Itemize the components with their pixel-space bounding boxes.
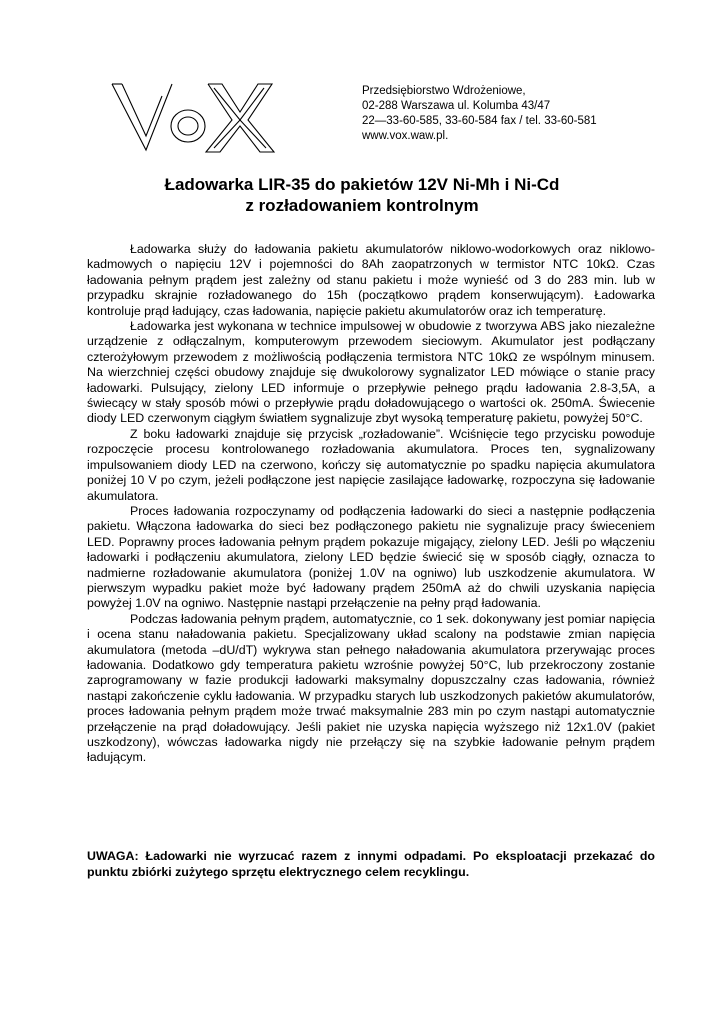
company-phone: 22—33-60-585, 33-60-584 fax / tel. 33-60-581 xyxy=(362,115,597,127)
company-name: Przedsiębiorstwo Wdrożeniowe, xyxy=(362,85,526,97)
paragraph-full-charge: Podczas ładowania pełnym prądem, automatycznie, co 1 sek. dokonywany jest pomiar napięcia i ocena stanu naładowania pakietu. Specjalizowany układ scalony na podstawie zmian napięcia akumulatora (metoda –dU/dT) wykrywa stan pełnego naładowania akumulatora przerywając proces ładowania. Dodatkowo gdy temperatura pakietu wzrośnie powyżej 50°C, lub przekroczony zostanie zaprogramowany w fazie produkcji ładowarki maksymalny dopuszczalny czas ładowania, również nastąpi zakończenie cyklu ładowania. W przypadku starych lub uszkodzonych pakietów akumulatorów, proces ładowania pełnym prądem może trwać maksymalnie 283 min po czym nastąpi automatycznie przełączenie na prąd doładowujący. Jeśli pakiet nie uzyska napięcia wyższego niż 12x1.0V (pakiet uszkodzony), wówczas ładowarka nigdy nie przełączy się na szybkie ładowanie pełnym prądem ładującym. xyxy=(87,611,655,765)
paragraph-intro: Ładowarka służy do ładowania pakietu akumulatorów niklowo-wodorkowych oraz niklowo-kadmowych o napięciu 12V i pojemności do 8Ah zaopatrzonych w termistor NTC 10kΩ. Czas ładowania pełnym prądem jest zależny od stanu pakietu i może wynieść od 3 do 283 min. lub w przypadku skrajnie rozładowanego do 15h (początkowo prądem konserwującym). Ładowarka kontroluje prąd ładujący, czas ładowania, napięcie pakietu akumulatorów oraz ich temperaturę. xyxy=(87,242,655,318)
company-street: 02-288 Warszawa ul. Kolumba 43/47 xyxy=(362,100,551,112)
company-address xyxy=(362,84,597,144)
document-title xyxy=(0,174,724,216)
company-website: www.vox.waw.pl. xyxy=(362,130,449,142)
document-body xyxy=(87,242,655,766)
paragraph-discharge-button: Z boku ładowarki znajduje się przycisk „rozładowanie”. Wciśnięcie tego przycisku powoduje rozpoczęcie procesu kontrolowanego rozładowania akumulatora. Proces ten, sygnalizowany impulsowaniem diody LED na czerwono, kończy się automatycznie po spadku napięcia akumulatora poniżej 10 V po czym, jeżeli podłączone jest napięcie zasilające ładowarkę, rozpoczyna się ładowanie akumulatora. xyxy=(87,426,655,503)
disposal-warning: UWAGA: Ładowarki nie wyrzucać razem z innymi odpadami. Po eksploatacji przekazać do punktu zbiórki zużytego sprzętu elektrycznego celem recyklingu. xyxy=(87,849,655,879)
title-line-1: Ładowarka LIR-35 do pakietów 12V Ni-Mh i Ni-Cd xyxy=(164,175,560,194)
title-line-2: z rozładowaniem kontrolnym xyxy=(245,196,479,215)
vox-logo-graphic xyxy=(110,80,276,154)
paragraph-charging-start: Proces ładowania rozpoczynamy od podłączenia ładowarki do sieci a następnie podłączenia pakietu. Włączona ładowarka do sieci bez podłączonego pakietu nie sygnalizuje pracy świeceniem LED. Poprawny proces ładowania pełnym prądem pokazuje migający, zielony LED. Jeśli po włączeniu ładowarki i podłączeniu akumulatora, zielony LED będzie świecić się w sposób ciągły, oznacza to nadmierne rozładowanie akumulatora (poniżej 1.0V na ogniwo) lub uszkodzenie akumulatora. W pierwszym wypadku pakiet może być ładowany prądem 250mA aż do chwili uzyskania napięcia powyżej 1.0V na ogniwo. Następnie nastąpi przełączenie na pełny prąd ładowania. xyxy=(87,503,655,611)
paragraph-construction: Ładowarka jest wykonana w technice impulsowej w obudowie z tworzywa ABS jako niezależne urządzenie z odłączalnym, komputerowym przewodem sieciowym. Akumulator jest podłączany czterożyłowym przewodem z możliwością podłączenia termistora NTC 10kΩ ze wspólnym minusem. Na wierzchniej części obudowy znajduje się dwukolorowy sygnalizator LED mówiące o stanie pracy ładowarki. Pulsujący, zielony LED informuje o przepływie pełnego prądu ładowania 2.8-3,5A, a świecący w stały sposób mówi o przepływie prądu doładowującego o wartości ok. 250mA. Świecenie diody LED czerwonym ciągłym światłem sygnalizuje zbyt wysoką temperaturę pakietu, powyżej 50°C. xyxy=(87,319,655,426)
vox-logo xyxy=(110,80,276,154)
